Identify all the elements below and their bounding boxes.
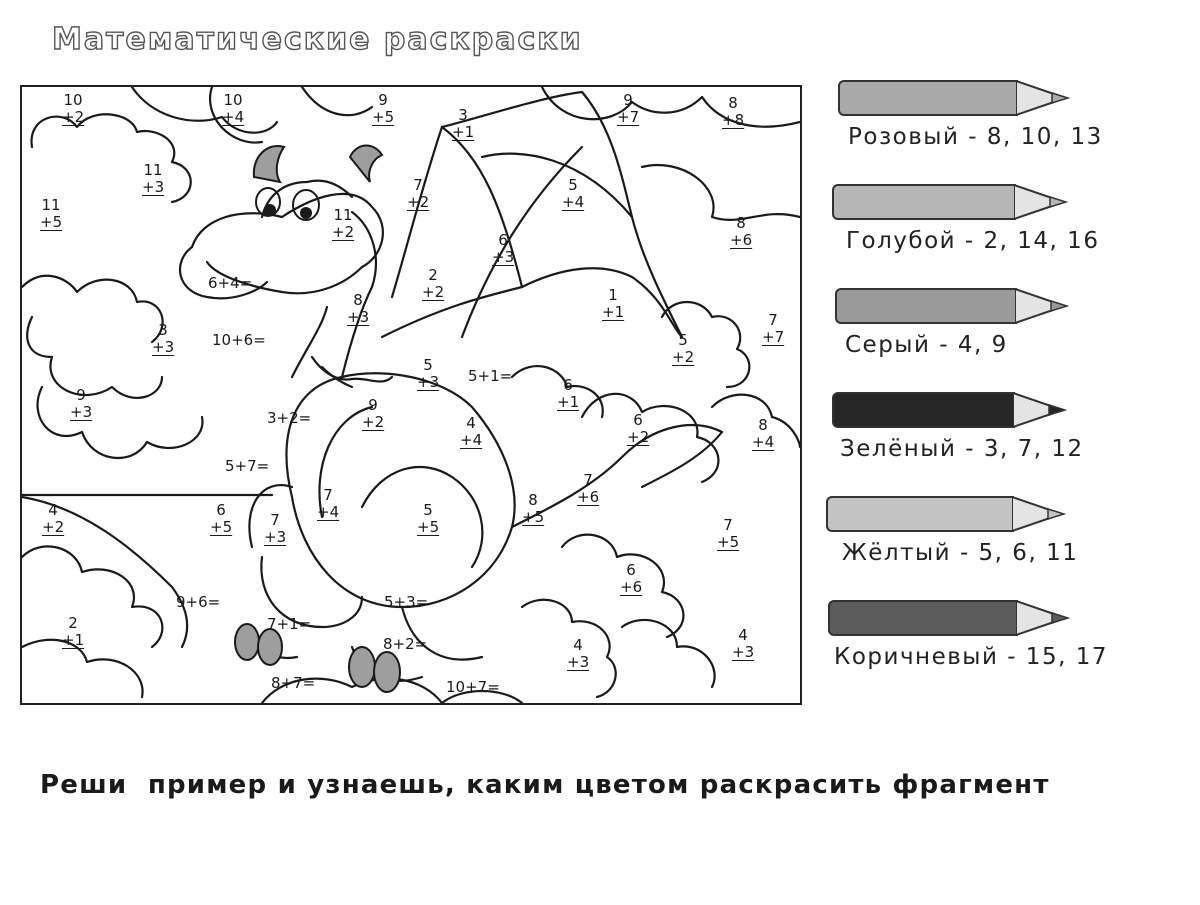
pencil-tip-icon	[1012, 496, 1066, 532]
math-task	[62, 92, 84, 126]
math-equation: 10+6=	[212, 331, 266, 349]
task-number: 3	[458, 106, 468, 124]
task-addend: +3	[732, 643, 755, 661]
math-task	[40, 197, 62, 231]
task-number: 4	[48, 501, 58, 519]
math-task	[70, 387, 92, 421]
task-addend: +3	[70, 403, 93, 421]
math-task	[452, 107, 474, 141]
pencil-icon	[832, 392, 1015, 428]
math-task	[620, 562, 642, 596]
task-number: 4	[466, 414, 476, 432]
math-equation: 3+2=	[267, 409, 312, 427]
task-number: 11	[143, 161, 163, 179]
page-title: Математические раскраски	[52, 22, 583, 57]
math-equation: 5+3=	[384, 593, 429, 611]
task-number: 3	[158, 321, 168, 339]
math-task	[62, 615, 84, 649]
task-number: 4	[738, 626, 748, 644]
pencil-tip-icon	[1016, 600, 1070, 636]
task-number: 6	[563, 376, 573, 394]
task-number: 7	[768, 311, 778, 329]
task-addend: +1	[452, 123, 475, 141]
task-number: 6	[498, 231, 508, 249]
task-addend: +5	[417, 518, 440, 536]
math-task	[617, 92, 639, 126]
task-number: 9	[368, 396, 378, 414]
legend-label: Жёлтый - 5, 6, 11	[842, 540, 1079, 566]
task-number: 10	[63, 91, 83, 109]
pencil-tip-icon	[1014, 184, 1068, 220]
task-addend: +1	[602, 303, 625, 321]
math-equation: 5+1=	[468, 367, 513, 385]
math-task	[722, 95, 744, 129]
math-task	[347, 292, 369, 326]
task-addend: +5	[40, 213, 63, 231]
task-number: 5	[423, 356, 433, 374]
task-addend: +6	[577, 488, 600, 506]
legend-label: Коричневый - 15, 17	[834, 644, 1108, 670]
math-equation: 7+1=	[267, 615, 312, 633]
task-addend: +3	[417, 373, 440, 391]
task-addend: +2	[362, 413, 385, 431]
task-addend: +2	[407, 193, 430, 211]
task-number: 8	[528, 491, 538, 509]
task-number: 11	[41, 196, 61, 214]
math-task	[317, 487, 339, 521]
math-task	[672, 332, 694, 366]
pencil-tip-icon	[1015, 288, 1069, 324]
math-task	[264, 512, 286, 546]
legend-label: Голубой - 2, 14, 16	[846, 228, 1100, 254]
task-number: 6	[633, 411, 643, 429]
pencil-tip-icon	[1013, 392, 1067, 428]
task-addend: +3	[347, 308, 370, 326]
task-number: 11	[333, 206, 353, 224]
task-addend: +3	[567, 653, 590, 671]
math-task	[152, 322, 174, 356]
math-equation: 6+4=	[208, 274, 253, 292]
math-task	[557, 377, 579, 411]
task-number: 5	[678, 331, 688, 349]
task-number: 8	[353, 291, 363, 309]
math-task	[332, 207, 354, 241]
task-addend: +2	[42, 518, 65, 536]
math-equation: 10+7=	[446, 678, 500, 696]
math-task	[142, 162, 164, 196]
math-task	[210, 502, 232, 536]
task-addend: +4	[317, 503, 340, 521]
task-number: 5	[568, 176, 578, 194]
pencil-icon	[826, 496, 1014, 532]
task-number: 1	[608, 286, 618, 304]
math-task	[460, 415, 482, 449]
task-number: 7	[583, 471, 593, 489]
task-number: 10	[223, 91, 243, 109]
math-task	[492, 232, 514, 266]
math-task	[627, 412, 649, 446]
instruction-text: Реши пример и узнаешь, каким цветом раскрасить фрагмент	[40, 770, 1050, 800]
task-number: 6	[626, 561, 636, 579]
task-addend: +4	[460, 431, 483, 449]
task-number: 2	[68, 614, 78, 632]
task-addend: +7	[617, 108, 640, 126]
task-addend: +3	[142, 178, 165, 196]
task-number: 5	[423, 501, 433, 519]
math-task	[730, 215, 752, 249]
pencil-icon	[838, 80, 1018, 116]
task-addend: +8	[722, 111, 745, 129]
task-addend: +3	[264, 528, 287, 546]
task-number: 4	[573, 636, 583, 654]
task-addend: +5	[210, 518, 233, 536]
legend-label: Зелёный - 3, 7, 12	[840, 436, 1084, 462]
task-addend: +4	[752, 433, 775, 451]
task-addend: +2	[62, 108, 85, 126]
math-task	[222, 92, 244, 126]
task-number: 7	[270, 511, 280, 529]
legend-label: Серый - 4, 9	[845, 332, 1008, 358]
task-addend: +5	[372, 108, 395, 126]
task-addend: +5	[717, 533, 740, 551]
task-addend: +4	[562, 193, 585, 211]
math-task	[417, 502, 439, 536]
task-number: 9	[378, 91, 388, 109]
math-task	[422, 267, 444, 301]
task-number: 8	[736, 214, 746, 232]
math-task	[732, 627, 754, 661]
task-addend: +2	[332, 223, 355, 241]
task-number: 8	[758, 416, 768, 434]
math-task	[577, 472, 599, 506]
task-number: 7	[723, 516, 733, 534]
task-addend: +5	[522, 508, 545, 526]
task-number: 8	[728, 94, 738, 112]
math-task	[372, 92, 394, 126]
math-task	[42, 502, 64, 536]
task-addend: +1	[557, 393, 580, 411]
task-addend: +3	[492, 248, 515, 266]
math-task	[752, 417, 774, 451]
task-addend: +2	[672, 348, 695, 366]
legend-label: Розовый - 8, 10, 13	[848, 124, 1103, 150]
math-task	[562, 177, 584, 211]
math-task	[522, 492, 544, 526]
math-task	[762, 312, 784, 346]
pencil-icon	[835, 288, 1017, 324]
task-addend: +2	[627, 428, 650, 446]
task-addend: +6	[620, 578, 643, 596]
task-addend: +1	[62, 631, 85, 649]
task-addend: +4	[222, 108, 245, 126]
task-number: 6	[216, 501, 226, 519]
math-equation: 5+7=	[225, 457, 270, 475]
math-task	[407, 177, 429, 211]
task-number: 7	[323, 486, 333, 504]
pencil-icon	[828, 600, 1018, 636]
coloring-picture	[20, 85, 802, 705]
task-addend: +3	[152, 338, 175, 356]
task-addend: +6	[730, 231, 753, 249]
math-task	[417, 357, 439, 391]
task-addend: +7	[762, 328, 785, 346]
math-task	[362, 397, 384, 431]
math-task	[567, 637, 589, 671]
math-task	[602, 287, 624, 321]
math-task	[717, 517, 739, 551]
math-equation: 8+7=	[271, 674, 316, 692]
task-number: 7	[413, 176, 423, 194]
task-number: 2	[428, 266, 438, 284]
pencil-tip-icon	[1016, 80, 1070, 116]
math-equation: 8+2=	[383, 635, 428, 653]
task-number: 9	[623, 91, 633, 109]
pencil-icon	[832, 184, 1016, 220]
math-equation: 9+6=	[176, 593, 221, 611]
task-number: 9	[76, 386, 86, 404]
task-addend: +2	[422, 283, 445, 301]
